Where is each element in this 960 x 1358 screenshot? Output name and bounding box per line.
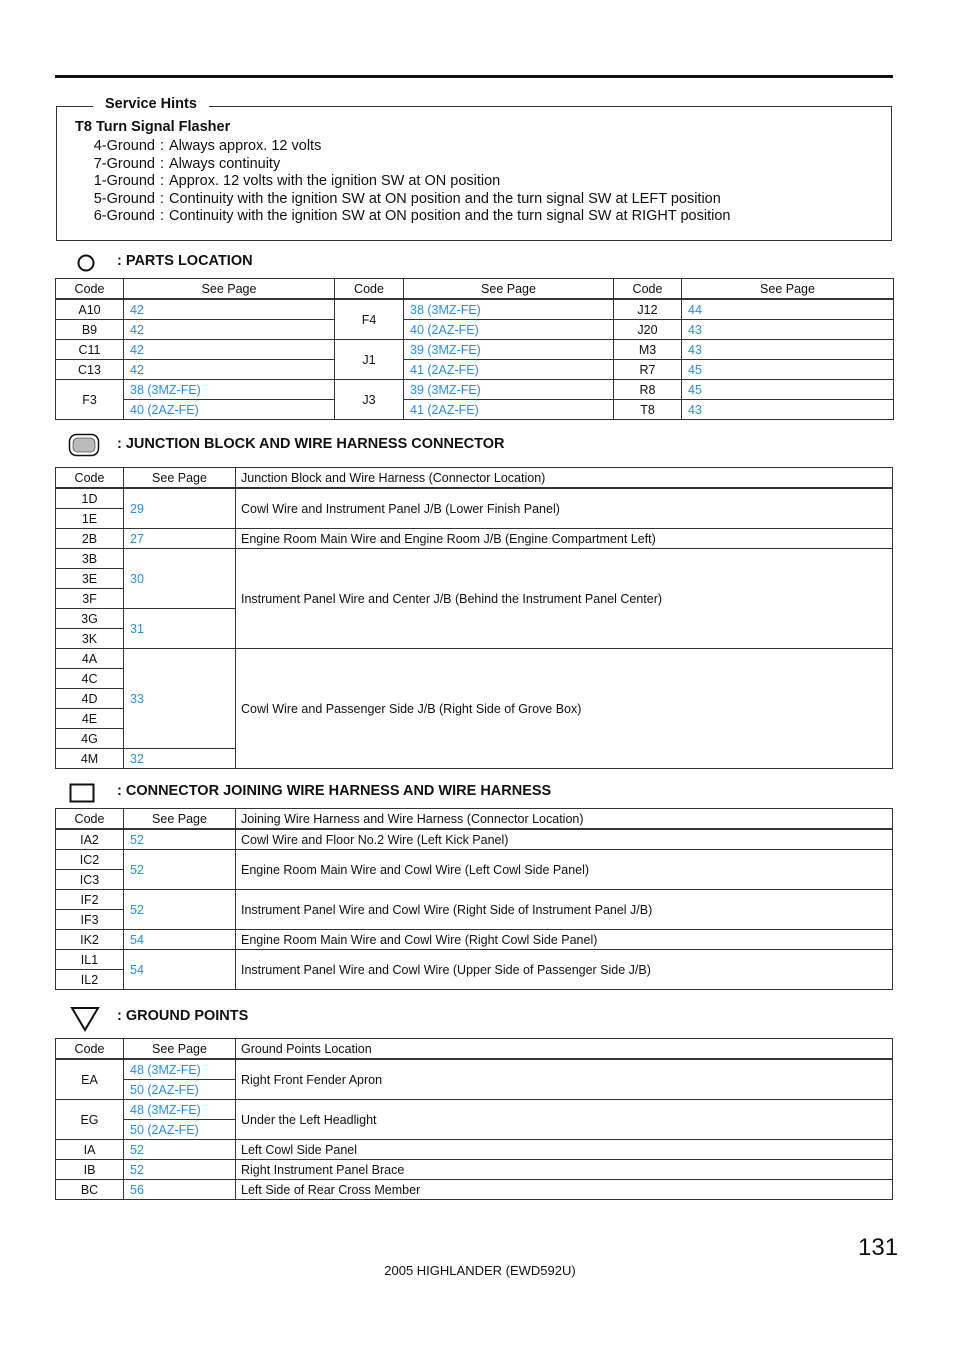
- header-code: Code: [56, 809, 124, 830]
- hint-text: Always continuity: [169, 155, 281, 172]
- page-link[interactable]: 45: [682, 360, 894, 380]
- code-cell: A10: [56, 299, 124, 320]
- page-link[interactable]: 39 (3MZ-FE): [404, 380, 614, 400]
- code-cell: IK2: [56, 930, 124, 950]
- code-cell: 1D: [56, 488, 124, 509]
- page-link[interactable]: 44: [682, 299, 894, 320]
- code-cell: 4D: [56, 689, 124, 709]
- hint-pin: 7-Ground: [93, 155, 155, 172]
- hint-colon: :: [159, 208, 165, 224]
- hint-text: Continuity with the ignition SW at ON position and the turn signal SW at LEFT position: [169, 190, 721, 207]
- location-cell: Cowl Wire and Passenger Side J/B (Right Side of Grove Box): [236, 649, 893, 769]
- code-cell: T8: [614, 400, 682, 420]
- code-cell: 3K: [56, 629, 124, 649]
- page-link[interactable]: 43: [682, 340, 894, 360]
- header-code: Code: [335, 279, 404, 300]
- header-location: Ground Points Location: [236, 1039, 893, 1060]
- page-link[interactable]: 40 (2AZ-FE): [124, 400, 335, 420]
- junction-block-table: [55, 467, 893, 769]
- location-cell: Right Front Fender Apron: [236, 1059, 893, 1100]
- table-row: [56, 549, 893, 569]
- page-link[interactable]: 45: [682, 380, 894, 400]
- hint-colon: :: [159, 190, 165, 207]
- code-cell: R7: [614, 360, 682, 380]
- location-cell: Engine Room Main Wire and Cowl Wire (Right Cowl Side Panel): [236, 930, 893, 950]
- page-link[interactable]: 42: [124, 299, 335, 320]
- table-row: [56, 529, 893, 549]
- hint-row: [89, 191, 730, 209]
- header-code: Code: [56, 468, 124, 489]
- hint-pin: 1-Ground: [93, 173, 155, 189]
- location-cell: Instrument Panel Wire and Cowl Wire (Upper Side of Passenger Side J/B): [236, 950, 893, 990]
- code-cell: 3E: [56, 569, 124, 589]
- code-cell: 3B: [56, 549, 124, 569]
- code-cell: F4: [335, 299, 404, 340]
- table-row: [56, 340, 894, 360]
- table-row: [56, 829, 893, 850]
- header-see-page: See Page: [124, 1039, 236, 1060]
- header-see-page: See Page: [124, 809, 236, 830]
- page-link[interactable]: 38 (3MZ-FE): [404, 299, 614, 320]
- code-cell: IL2: [56, 970, 124, 990]
- page-link[interactable]: 48 (3MZ-FE): [124, 1059, 236, 1080]
- page-link[interactable]: 43: [682, 400, 894, 420]
- location-cell: Engine Room Main Wire and Cowl Wire (Left Cowl Side Panel): [236, 850, 893, 890]
- code-cell: 3G: [56, 609, 124, 629]
- code-cell: 4M: [56, 749, 124, 769]
- table-row: [56, 320, 894, 340]
- page-link[interactable]: 52: [124, 890, 236, 930]
- page-link[interactable]: 30: [124, 549, 236, 609]
- code-cell: F3: [56, 380, 124, 420]
- page-link[interactable]: 40 (2AZ-FE): [404, 320, 614, 340]
- code-cell: EA: [56, 1059, 124, 1100]
- table-header-row: [56, 468, 893, 489]
- connector-joining-table: [55, 808, 893, 990]
- code-cell: EG: [56, 1100, 124, 1140]
- location-cell: Right Instrument Panel Brace: [236, 1160, 893, 1180]
- header-see-page: See Page: [682, 279, 894, 300]
- page-link[interactable]: 27: [124, 529, 236, 549]
- top-rule: [55, 75, 893, 78]
- hint-pin: 5-Ground: [93, 190, 155, 207]
- location-cell: Cowl Wire and Floor No.2 Wire (Left Kick Panel): [236, 829, 893, 850]
- hint-row: [89, 208, 730, 226]
- location-cell: Cowl Wire and Instrument Panel J/B (Lower Finish Panel): [236, 488, 893, 529]
- code-cell: 4A: [56, 649, 124, 669]
- code-cell: IF2: [56, 890, 124, 910]
- page-link[interactable]: 42: [124, 360, 335, 380]
- ground-points-title: : GROUND POINTS: [117, 1008, 249, 1024]
- hint-pin: 6-Ground: [93, 208, 155, 224]
- code-cell: B9: [56, 320, 124, 340]
- page-link[interactable]: 43: [682, 320, 894, 340]
- code-cell: 1E: [56, 509, 124, 529]
- code-cell: 2B: [56, 529, 124, 549]
- table-row: [56, 649, 893, 669]
- table-header-row: [56, 279, 894, 300]
- page-link[interactable]: 29: [124, 488, 236, 529]
- parts-location-circle-icon: [76, 253, 96, 273]
- code-cell: J1: [335, 340, 404, 380]
- page-link[interactable]: 48 (3MZ-FE): [124, 1100, 236, 1120]
- table-row: [56, 1160, 893, 1180]
- page-link[interactable]: 52: [124, 829, 236, 850]
- header-location: Junction Block and Wire Harness (Connector Location): [236, 468, 893, 489]
- code-cell: IA2: [56, 829, 124, 850]
- hint-colon: :: [159, 173, 165, 189]
- connector-joining-title: : CONNECTOR JOINING WIRE HARNESS AND WIRE HARNESS: [117, 783, 552, 799]
- table-row: [56, 1100, 893, 1120]
- code-cell: R8: [614, 380, 682, 400]
- page-link[interactable]: 41 (2AZ-FE): [404, 400, 614, 420]
- hint-text: Continuity with the ignition SW at ON position and the turn signal SW at RIGHT position: [169, 208, 731, 224]
- code-cell: J3: [335, 380, 404, 420]
- header-see-page: See Page: [124, 279, 335, 300]
- hint-colon: :: [159, 138, 165, 154]
- hint-pin: 4-Ground: [93, 138, 155, 154]
- page-link[interactable]: 33: [124, 649, 236, 749]
- location-cell: Instrument Panel Wire and Cowl Wire (Right Side of Instrument Panel J/B): [236, 890, 893, 930]
- table-row: [56, 930, 893, 950]
- service-hints-legend: Service Hints: [93, 96, 209, 112]
- code-cell: C11: [56, 340, 124, 360]
- page-link[interactable]: 50 (2AZ-FE): [124, 1120, 236, 1140]
- location-cell: Engine Room Main Wire and Engine Room J/B (Engine Compartment Left): [236, 529, 893, 549]
- code-cell: J12: [614, 299, 682, 320]
- table-row: [56, 400, 894, 420]
- code-cell: M3: [614, 340, 682, 360]
- table-row: [56, 950, 893, 970]
- hint-row: [89, 173, 730, 191]
- page-link[interactable]: 52: [124, 1160, 236, 1180]
- table-row: [56, 360, 894, 380]
- table-row: [56, 1140, 893, 1160]
- code-cell: IA: [56, 1140, 124, 1160]
- junction-block-title: : JUNCTION BLOCK AND WIRE HARNESS CONNECTOR: [117, 436, 505, 452]
- table-row: [56, 1180, 893, 1200]
- parts-location-table: [55, 278, 894, 420]
- table-row: [56, 850, 893, 870]
- location-cell: Left Cowl Side Panel: [236, 1140, 893, 1160]
- hint-colon: :: [159, 155, 165, 172]
- junction-block-icon: [68, 433, 100, 457]
- page-link[interactable]: 42: [124, 320, 335, 340]
- page-link[interactable]: 52: [124, 850, 236, 890]
- table-header-row: [56, 1039, 893, 1060]
- code-cell: 4E: [56, 709, 124, 729]
- table-row: [56, 488, 893, 509]
- location-cell: Left Side of Rear Cross Member: [236, 1180, 893, 1200]
- connector-joining-icon: [69, 783, 95, 803]
- header-code: Code: [56, 279, 124, 300]
- parts-location-title: : PARTS LOCATION: [117, 253, 253, 269]
- code-cell: IL1: [56, 950, 124, 970]
- service-hints-title: T8 Turn Signal Flasher: [75, 119, 231, 135]
- page-link[interactable]: 50 (2AZ-FE): [124, 1080, 236, 1100]
- code-cell: 4C: [56, 669, 124, 689]
- location-cell: Instrument Panel Wire and Center J/B (Behind the Instrument Panel Center): [236, 549, 893, 649]
- header-location: Joining Wire Harness and Wire Harness (Connector Location): [236, 809, 893, 830]
- hint-row: [89, 138, 730, 156]
- page-link[interactable]: 31: [124, 609, 236, 649]
- header-see-page: See Page: [404, 279, 614, 300]
- hint-row: [89, 156, 730, 174]
- code-cell: BC: [56, 1180, 124, 1200]
- page-link[interactable]: 52: [124, 1140, 236, 1160]
- code-cell: 3F: [56, 589, 124, 609]
- code-cell: IC3: [56, 870, 124, 890]
- ground-points-table: [55, 1038, 893, 1200]
- page-link[interactable]: 38 (3MZ-FE): [124, 380, 335, 400]
- page-link[interactable]: 54: [124, 950, 236, 990]
- service-hints-rows: [89, 138, 730, 226]
- footer-model: 2005 HIGHLANDER (EWD592U): [384, 1263, 576, 1278]
- code-cell: IC2: [56, 850, 124, 870]
- ground-point-triangle-icon: [70, 1006, 100, 1032]
- header-see-page: See Page: [124, 468, 236, 489]
- page-link[interactable]: 54: [124, 930, 236, 950]
- location-cell: Under the Left Headlight: [236, 1100, 893, 1140]
- page-link[interactable]: 41 (2AZ-FE): [404, 360, 614, 380]
- page-number: 131: [858, 1234, 899, 1261]
- hint-text: Always approx. 12 volts: [169, 138, 322, 154]
- code-cell: 4G: [56, 729, 124, 749]
- table-row: [56, 380, 894, 400]
- code-cell: J20: [614, 320, 682, 340]
- table-row: [56, 1059, 893, 1080]
- hint-text: Approx. 12 volts with the ignition SW at ON position: [169, 173, 501, 189]
- page-link[interactable]: 42: [124, 340, 335, 360]
- page-link[interactable]: 39 (3MZ-FE): [404, 340, 614, 360]
- table-row: [56, 299, 894, 320]
- header-code: Code: [56, 1039, 124, 1060]
- header-code: Code: [614, 279, 682, 300]
- page-link[interactable]: 56: [124, 1180, 236, 1200]
- code-cell: IF3: [56, 910, 124, 930]
- table-row: [56, 890, 893, 910]
- code-cell: C13: [56, 360, 124, 380]
- page-link[interactable]: 32: [124, 749, 236, 769]
- table-header-row: [56, 809, 893, 830]
- service-hints-box: [56, 96, 892, 241]
- code-cell: IB: [56, 1160, 124, 1180]
